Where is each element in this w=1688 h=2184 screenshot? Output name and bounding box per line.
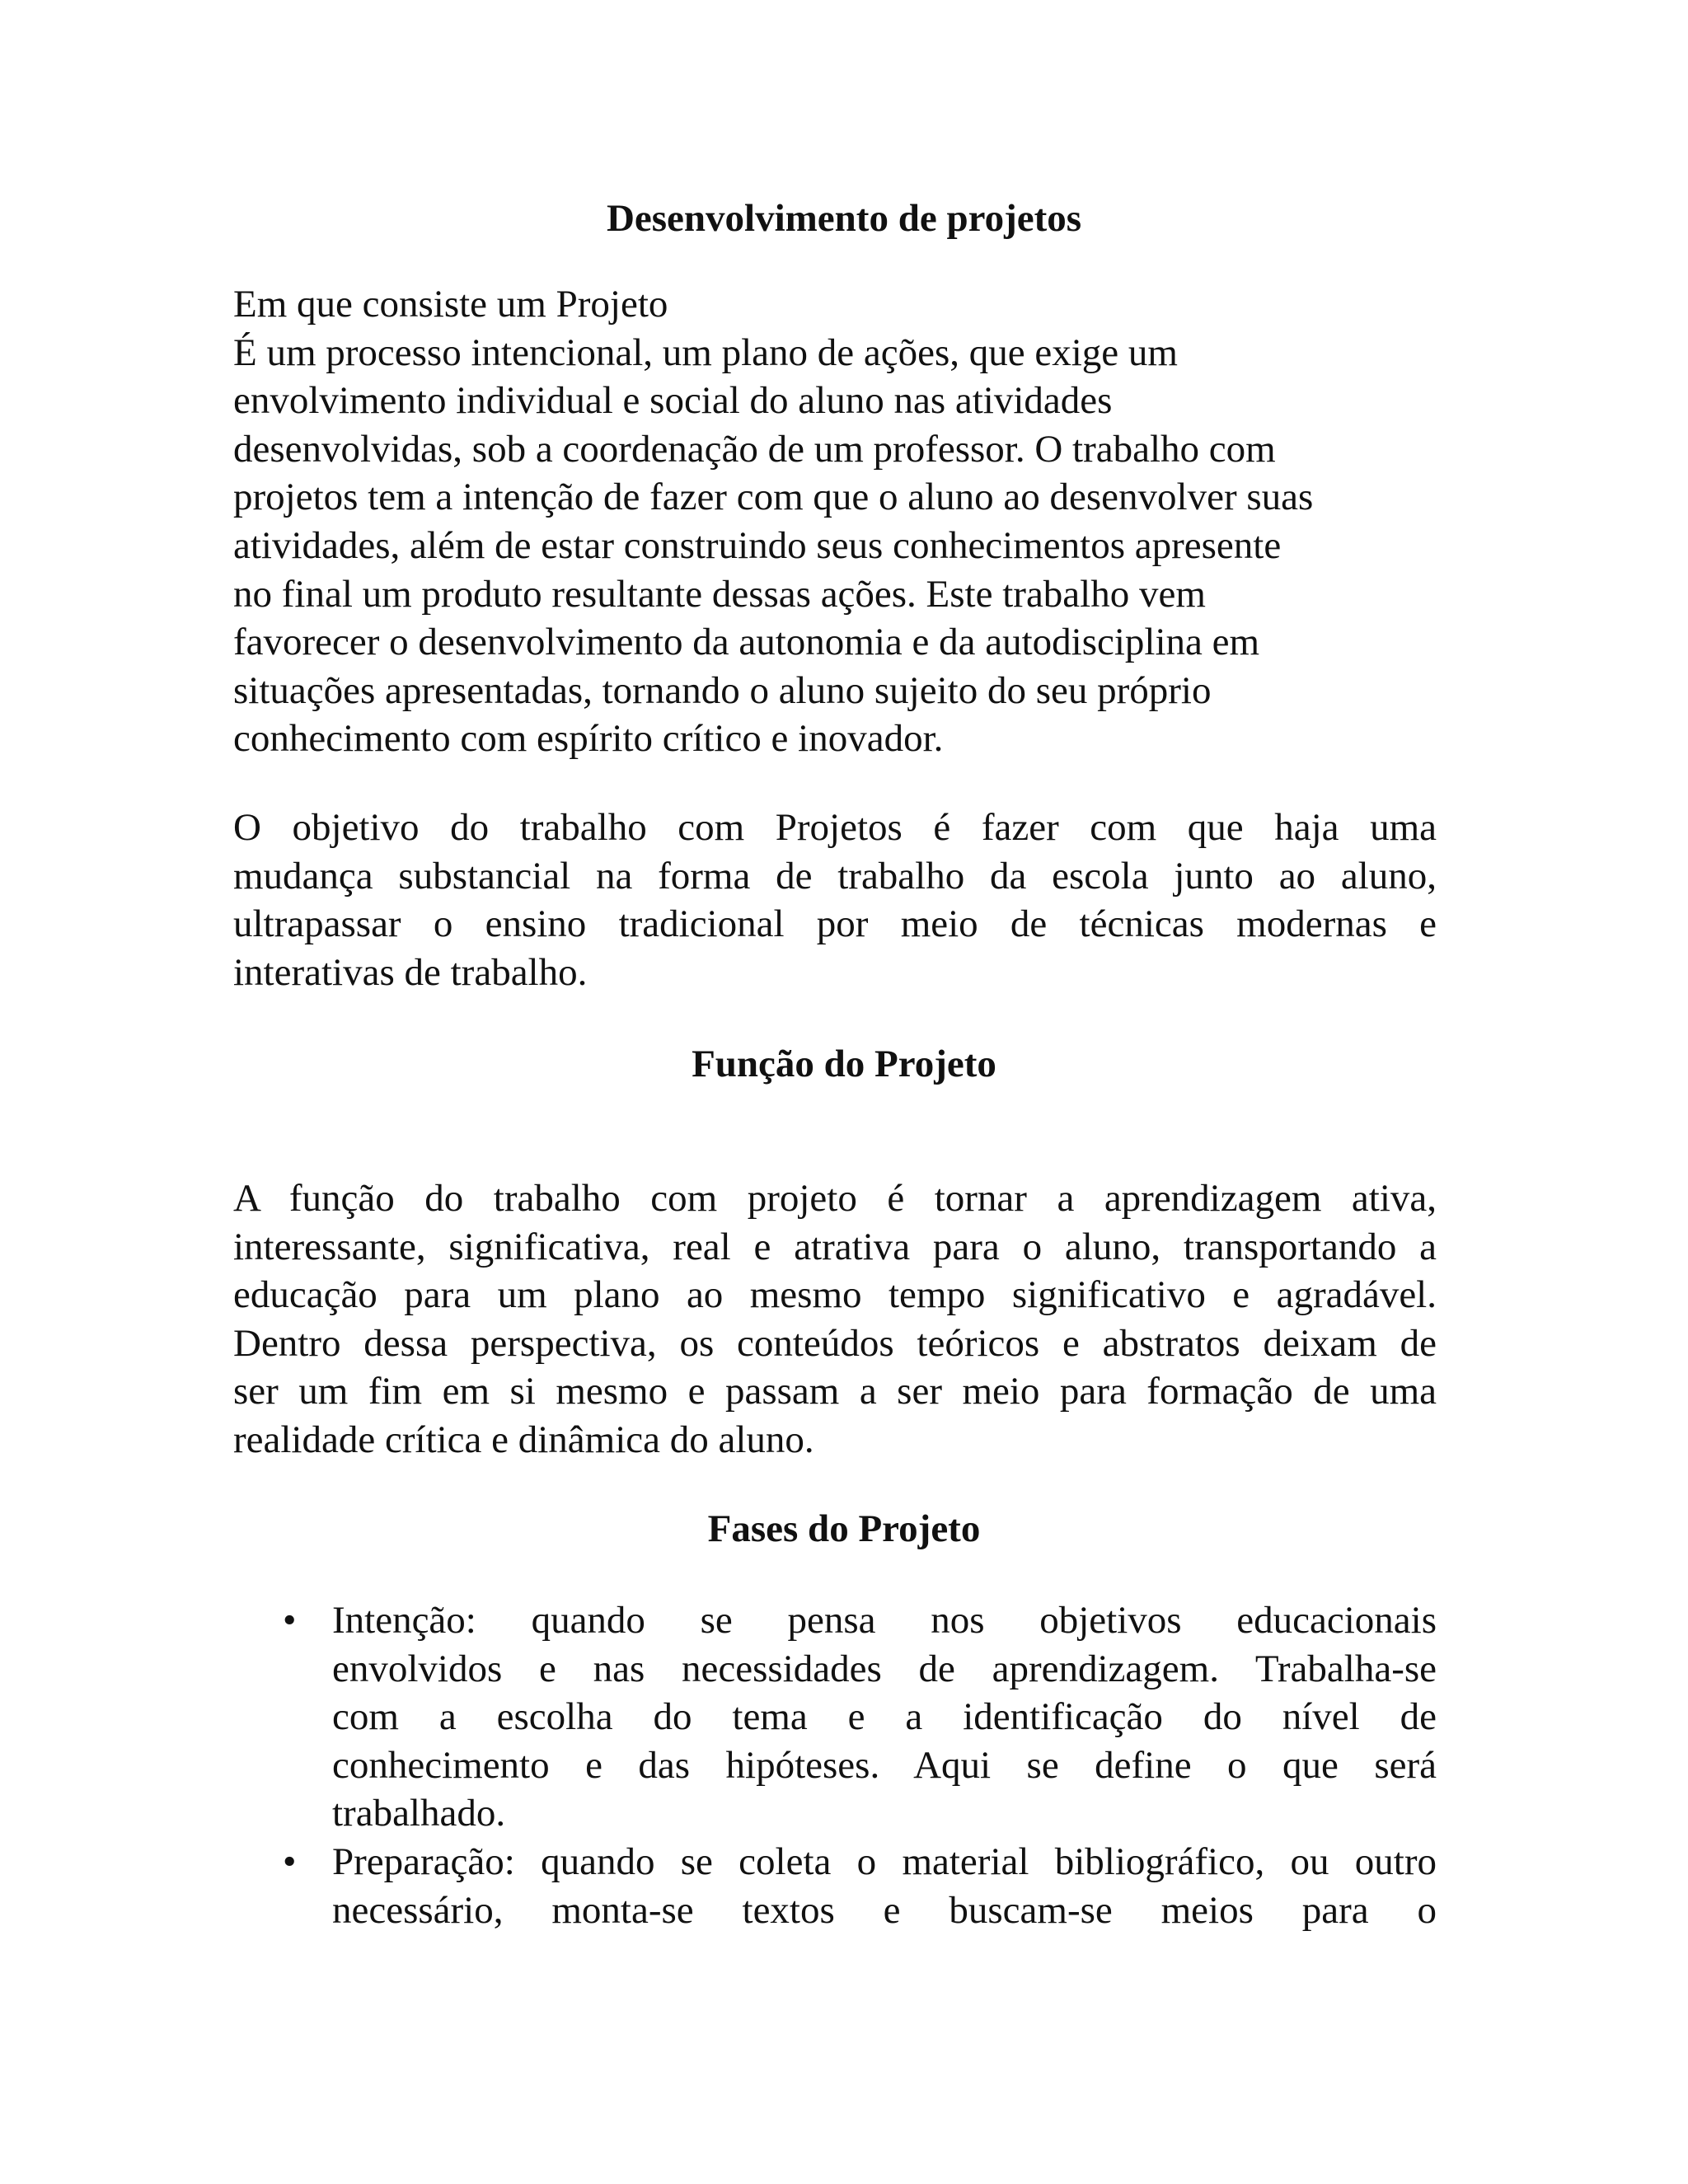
bullet-icon: •	[283, 1840, 297, 1883]
paragraph-line: ser um fim em si mesmo e passam a ser meio para formação de uma	[233, 1370, 1437, 1413]
bullet-icon: •	[283, 1599, 297, 1642]
paragraph-line: É um processo intencional, um plano de ações, que exige um	[233, 330, 1178, 374]
section-intro	[233, 280, 1437, 763]
paragraph-line: O objetivo do trabalho com Projetos é fazer com que haja uma	[233, 806, 1437, 849]
list-item-line: Preparação: quando se coleta o material bibliográfico, ou outro	[332, 1840, 1437, 1883]
fases-list	[233, 1596, 1437, 1934]
paragraph-line: projetos tem a intenção de fazer com que o aluno ao desenvolver suas	[233, 476, 1314, 519]
paragraph-line: atividades, além de estar construindo seus conhecimentos apresente	[233, 523, 1282, 567]
paragraph-line: Dentro dessa perspectiva, os conteúdos teóricos e abstratos deixam de	[233, 1321, 1437, 1365]
paragraph-line: favorecer o desenvolvimento da autonomia e da autodisciplina em	[233, 621, 1260, 664]
list-item-line: conhecimento e das hipóteses. Aqui se define o que será	[332, 1743, 1437, 1787]
list-item-line: necessário, monta-se textos e buscam-se meios para o	[332, 1888, 1437, 1932]
paragraph-line: desenvolvidas, sob a coordenação de um professor. O trabalho com	[233, 427, 1276, 471]
list-item-line: trabalhado.	[332, 1792, 506, 1835]
funcao-paragraph	[233, 1174, 1437, 1465]
paragraph-line: A função do trabalho com projeto é tornar a aprendizagem ativa,	[233, 1177, 1437, 1220]
paragraph-line: interessante, significativa, real e atrativa para o aluno, transportando a	[233, 1225, 1437, 1268]
list-item-line: envolvidos e nas necessidades de aprendizagem. Trabalha-se	[332, 1647, 1437, 1690]
fases-heading: Fases do Projeto	[707, 1507, 981, 1550]
paragraph-line: ultrapassar o ensino tradicional por meio de técnicas modernas e	[233, 902, 1437, 946]
document-title: Desenvolvimento de projetos	[606, 197, 1082, 240]
list-item	[233, 1838, 1437, 1934]
paragraph-line: conhecimento com espírito crítico e inovador.	[233, 717, 944, 761]
paragraph-line: no final um produto resultante dessas ações. Este trabalho vem	[233, 572, 1206, 616]
paragraph-line: interativas de trabalho.	[233, 950, 588, 994]
section-subheading: Em que consiste um Projeto	[233, 283, 668, 326]
paragraph-line: envolvimento individual e social do aluno nas atividades	[233, 379, 1113, 423]
list-item-line: com a escolha do tema e a identificação do nível de	[332, 1695, 1437, 1739]
paragraph-line: educação para um plano ao mesmo tempo significativo e agradável.	[233, 1273, 1437, 1317]
list-item	[233, 1596, 1437, 1838]
funcao-heading: Função do Projeto	[692, 1043, 996, 1085]
list-item-line: Intenção: quando se pensa nos objetivos educacionais	[332, 1599, 1437, 1642]
paragraph-line: mudança substancial na forma de trabalho da escola junto ao aluno,	[233, 854, 1437, 898]
paragraph-line: situações apresentadas, tornando o aluno sujeito do seu próprio	[233, 668, 1212, 712]
objective-paragraph	[233, 804, 1437, 996]
paragraph-line: realidade crítica e dinâmica do aluno.	[233, 1418, 814, 1461]
